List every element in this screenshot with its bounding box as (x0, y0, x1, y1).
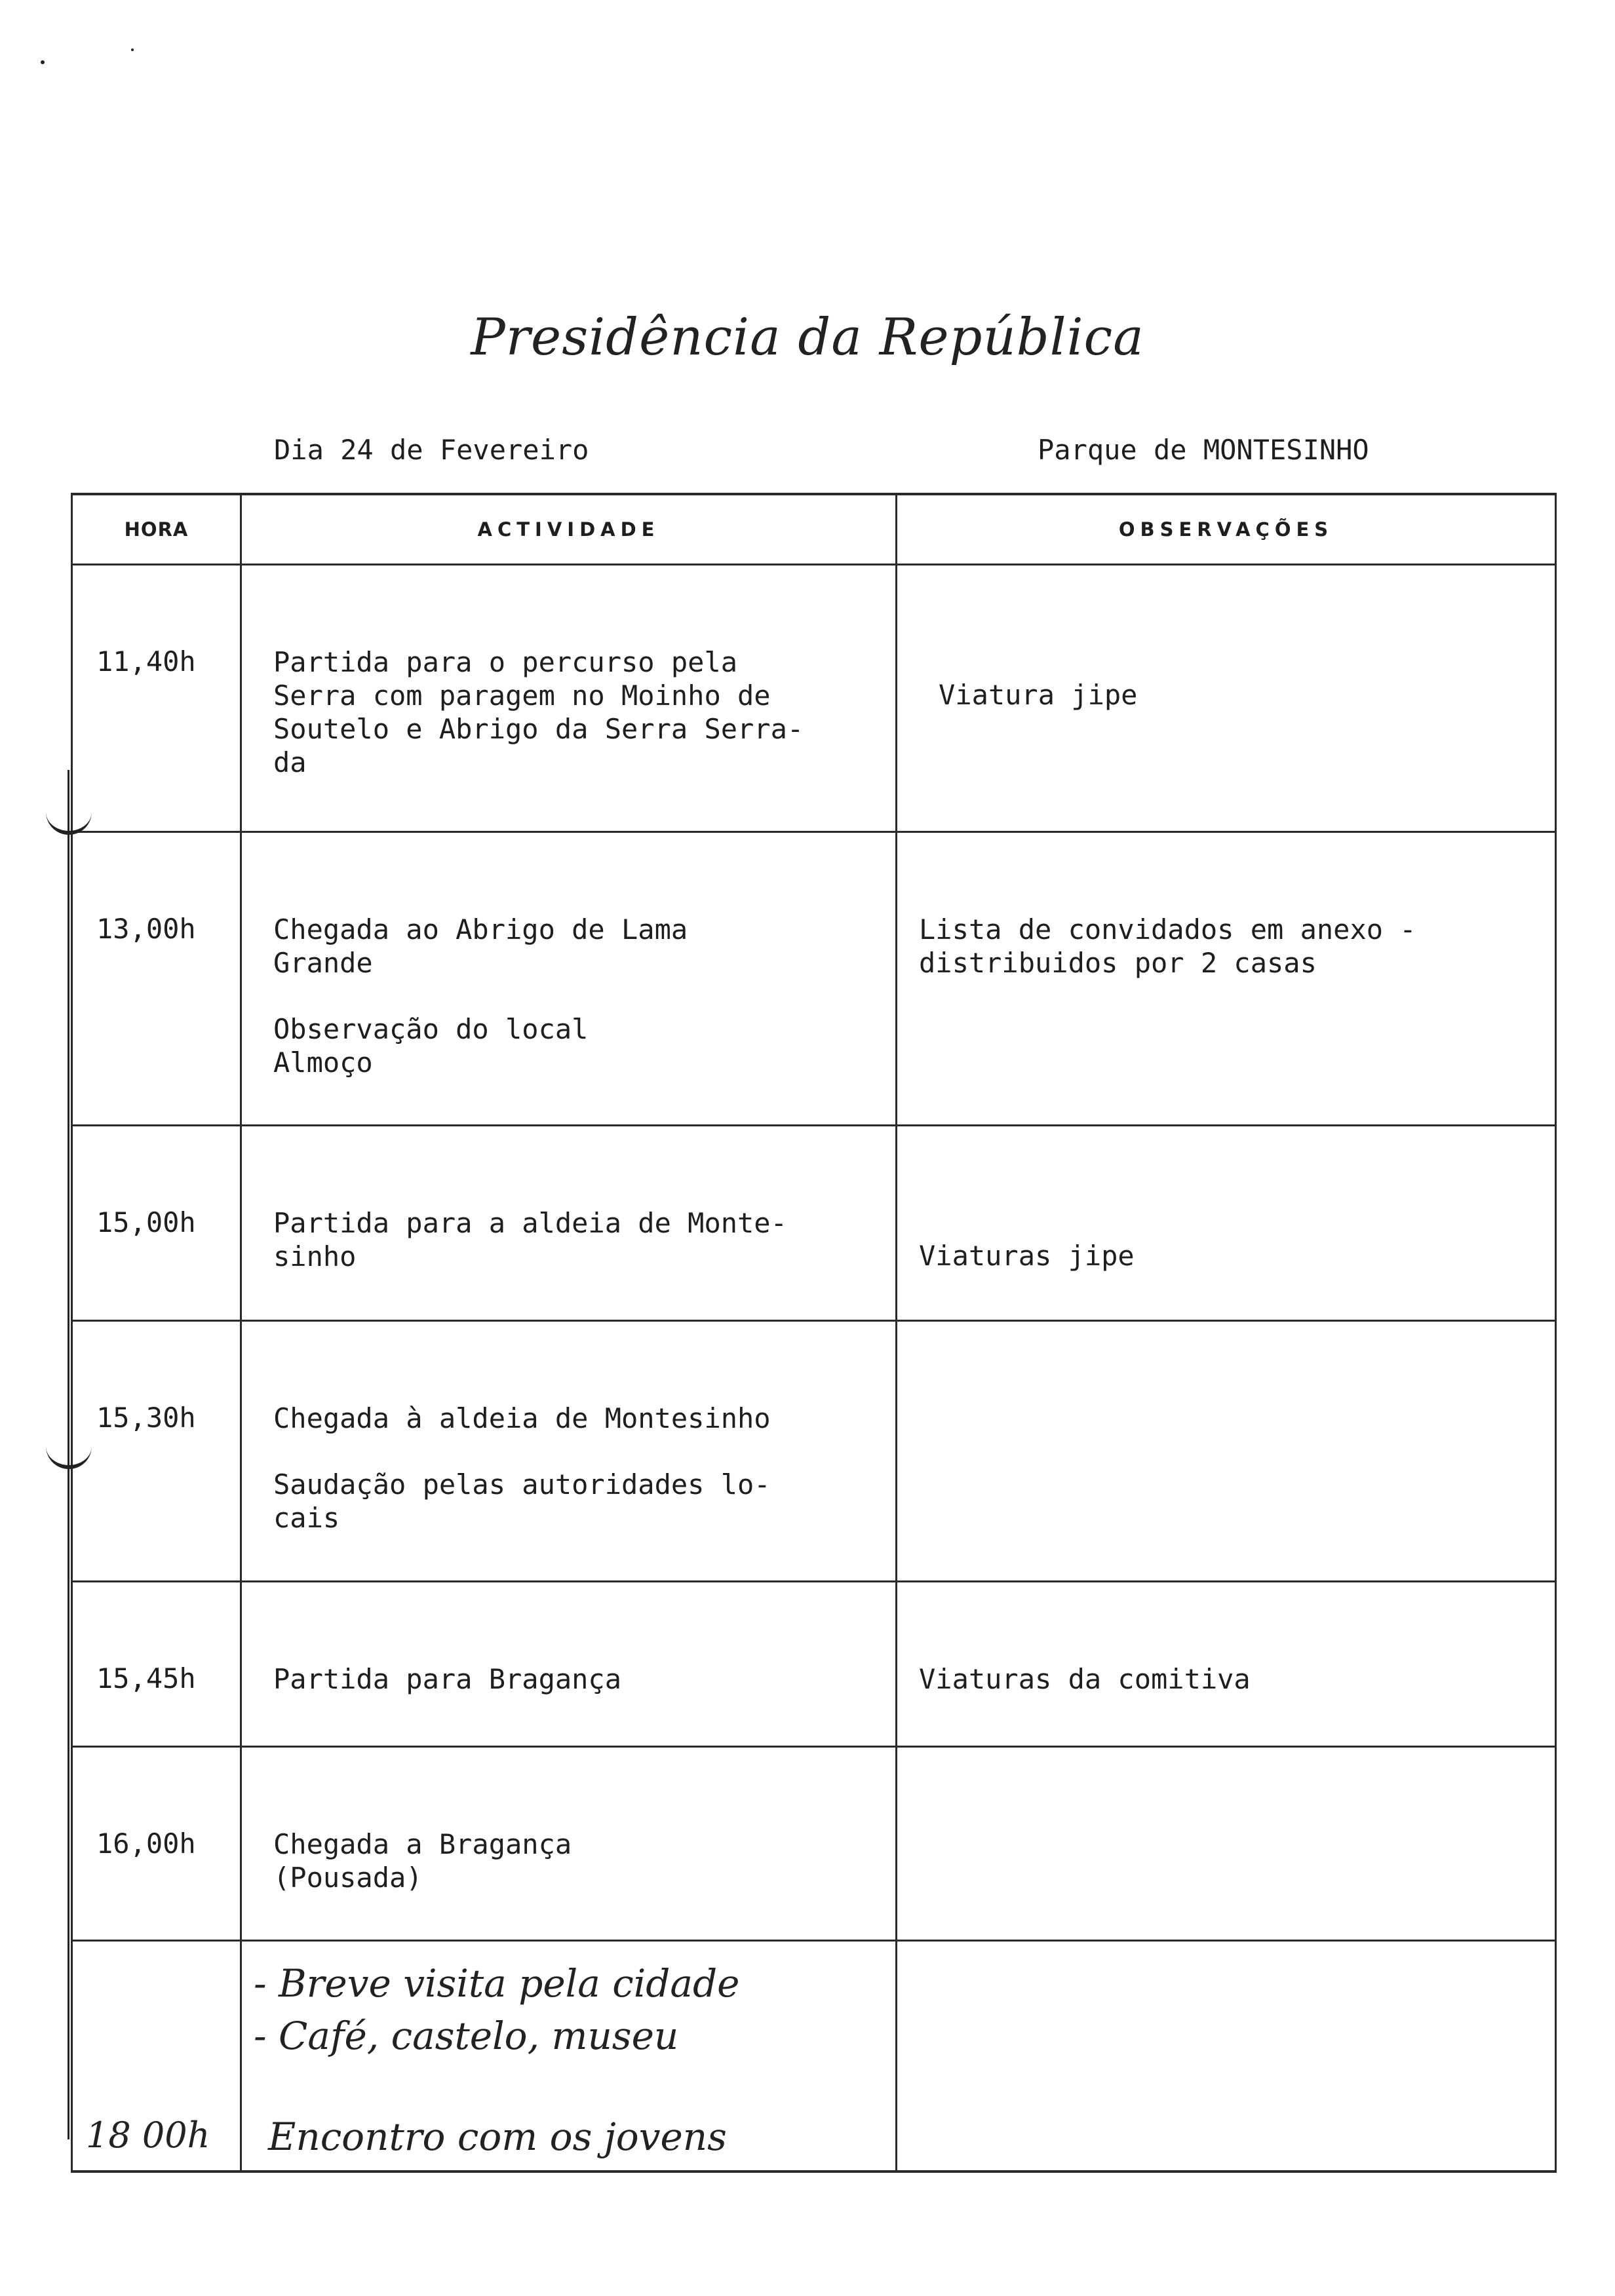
row-observation (897, 1321, 1556, 1582)
row-activity (241, 1126, 897, 1321)
row-observation: Viatura jipe (897, 565, 1556, 832)
table-row (72, 1126, 1556, 1321)
handwritten-note-3: Encontro com os jovens (268, 2114, 727, 2159)
row-observation: Lista de convidados em anexo - distribuidos por 2 casas (897, 832, 1556, 1126)
activity-text: Chegada à aldeia de Montesinho (273, 1402, 771, 1434)
handwritten-note-1: - Breve visita pela cidade (254, 1961, 740, 2006)
column-header-hora: HORA (72, 494, 241, 565)
row-observation (897, 1747, 1556, 1941)
schedule-table (71, 493, 1557, 2173)
activity-text: Chegada a Bragança (Pousada) (273, 1828, 572, 1894)
row-time: 11,40h (72, 565, 241, 832)
activity-text: Saudação pelas autoridades lo- cais (273, 1468, 771, 1534)
row-time: 16,00h (72, 1747, 241, 1941)
table-row (72, 832, 1556, 1126)
handwritten-time: 18 00h (86, 2114, 210, 2156)
row-activity (241, 1747, 897, 1941)
row-activity (241, 1321, 897, 1582)
scan-speck (41, 60, 45, 64)
row-observation (897, 1941, 1556, 2172)
row-time: 15,45h (72, 1582, 241, 1747)
table-row-handwritten (72, 1941, 1556, 2172)
table-row (72, 1582, 1556, 1747)
row-activity (241, 832, 897, 1126)
table-row (72, 565, 1556, 832)
row-observation: Viaturas da comitiva (897, 1582, 1556, 1747)
scan-speck (131, 48, 134, 51)
row-activity (241, 1582, 897, 1747)
row-activity (241, 1941, 897, 2172)
activity-text: Partida para a aldeia de Monte- sinho (273, 1207, 787, 1272)
row-observation: Viaturas jipe (897, 1126, 1556, 1321)
handwritten-note-2: - Café, castelo, museu (254, 2014, 679, 2058)
row-time: 15,30h (72, 1321, 241, 1582)
schedule-date: Dia 24 de Fevereiro (274, 434, 589, 466)
activity-text: Partida para Bragança (273, 1663, 622, 1695)
activity-text: Observação do local Almoço (273, 1013, 589, 1079)
row-time: 15,00h (72, 1126, 241, 1321)
activity-text: Partida para o percurso pela Serra com paragem no Moinho de Soutelo e Abrigo da Serra Serra- da (273, 646, 804, 778)
table-row (72, 1321, 1556, 1582)
row-activity (241, 565, 897, 832)
table-row (72, 1747, 1556, 1941)
activity-text: Chegada ao Abrigo de Lama Grande (273, 913, 688, 979)
column-header-actividade: ACTIVIDADE (241, 494, 897, 565)
schedule-place: Parque de MONTESINHO (1038, 434, 1369, 466)
row-time (72, 1941, 241, 2172)
table-header-row (72, 494, 1556, 565)
row-time: 13,00h (72, 832, 241, 1126)
letterhead: Presidência da República (471, 308, 1144, 367)
column-header-observacoes: OBSERVAÇÕES (897, 494, 1556, 565)
